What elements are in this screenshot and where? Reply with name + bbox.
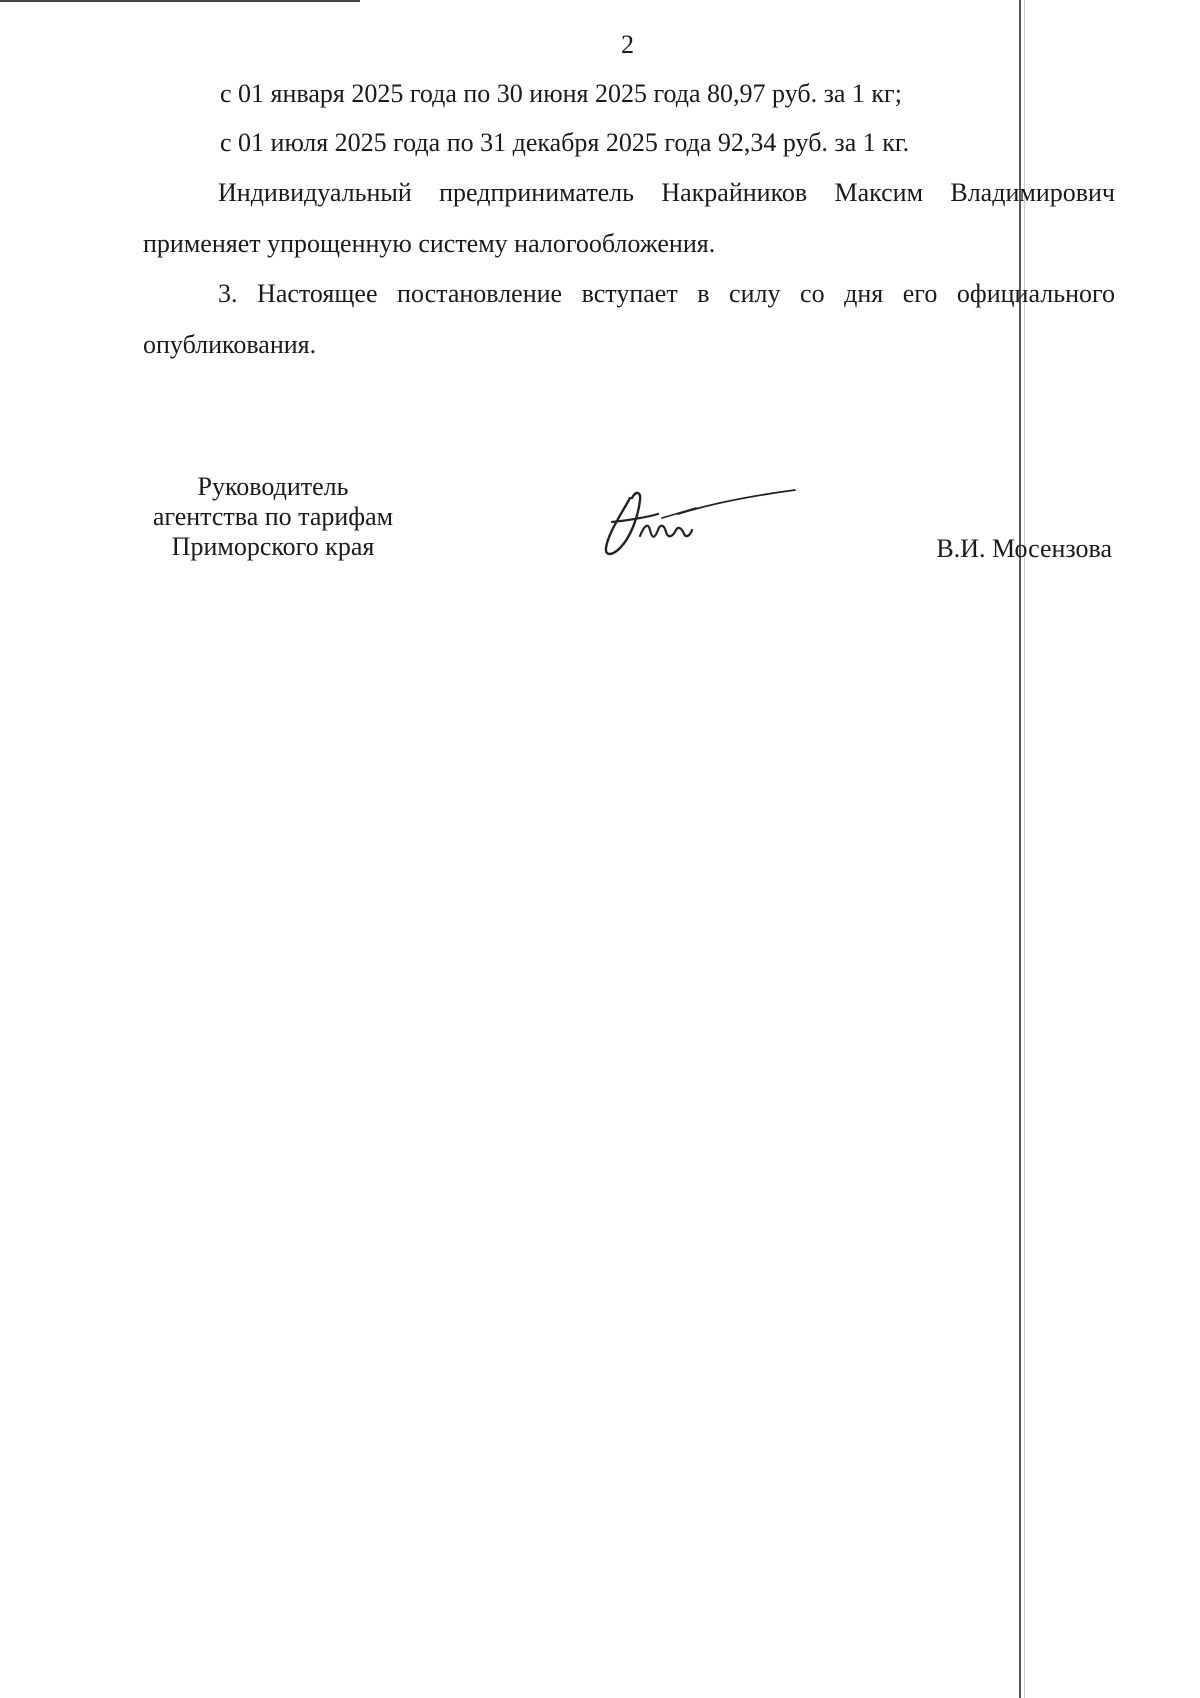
tax-paragraph-line-1: Индивидуальный предприниматель Накрайников Максим Владимирович [218,178,1115,207]
scan-vertical-line [1019,0,1021,1698]
signer-title-line-2: агентства по тарифам [152,502,394,531]
signer-title-line-3: Приморского края [171,532,375,561]
signer-title [128,472,418,562]
effect-paragraph-line-2: опубликования. [143,330,317,359]
signer-title-line-1: Руководитель [197,472,349,501]
page-number: 2 [621,30,634,59]
handwritten-signature [600,478,800,568]
effect-paragraph-line-1: 3. Настоящее постановление вступает в силу со дня его официального [218,279,1115,308]
tax-paragraph-line-2: применяет упрощенную систему налогообложения. [143,229,716,258]
signer-name: В.И. Мосензова [936,534,1112,563]
tariff-line-1: с 01 января 2025 года по 30 июня 2025 года 80,97 руб. за 1 кг; [220,79,902,108]
tariff-line-2: с 01 июля 2025 года по 31 декабря 2025 года 92,34 руб. за 1 кг. [220,128,910,157]
scan-top-rule [0,0,360,2]
scan-vertical-line-faint [1024,0,1025,1698]
